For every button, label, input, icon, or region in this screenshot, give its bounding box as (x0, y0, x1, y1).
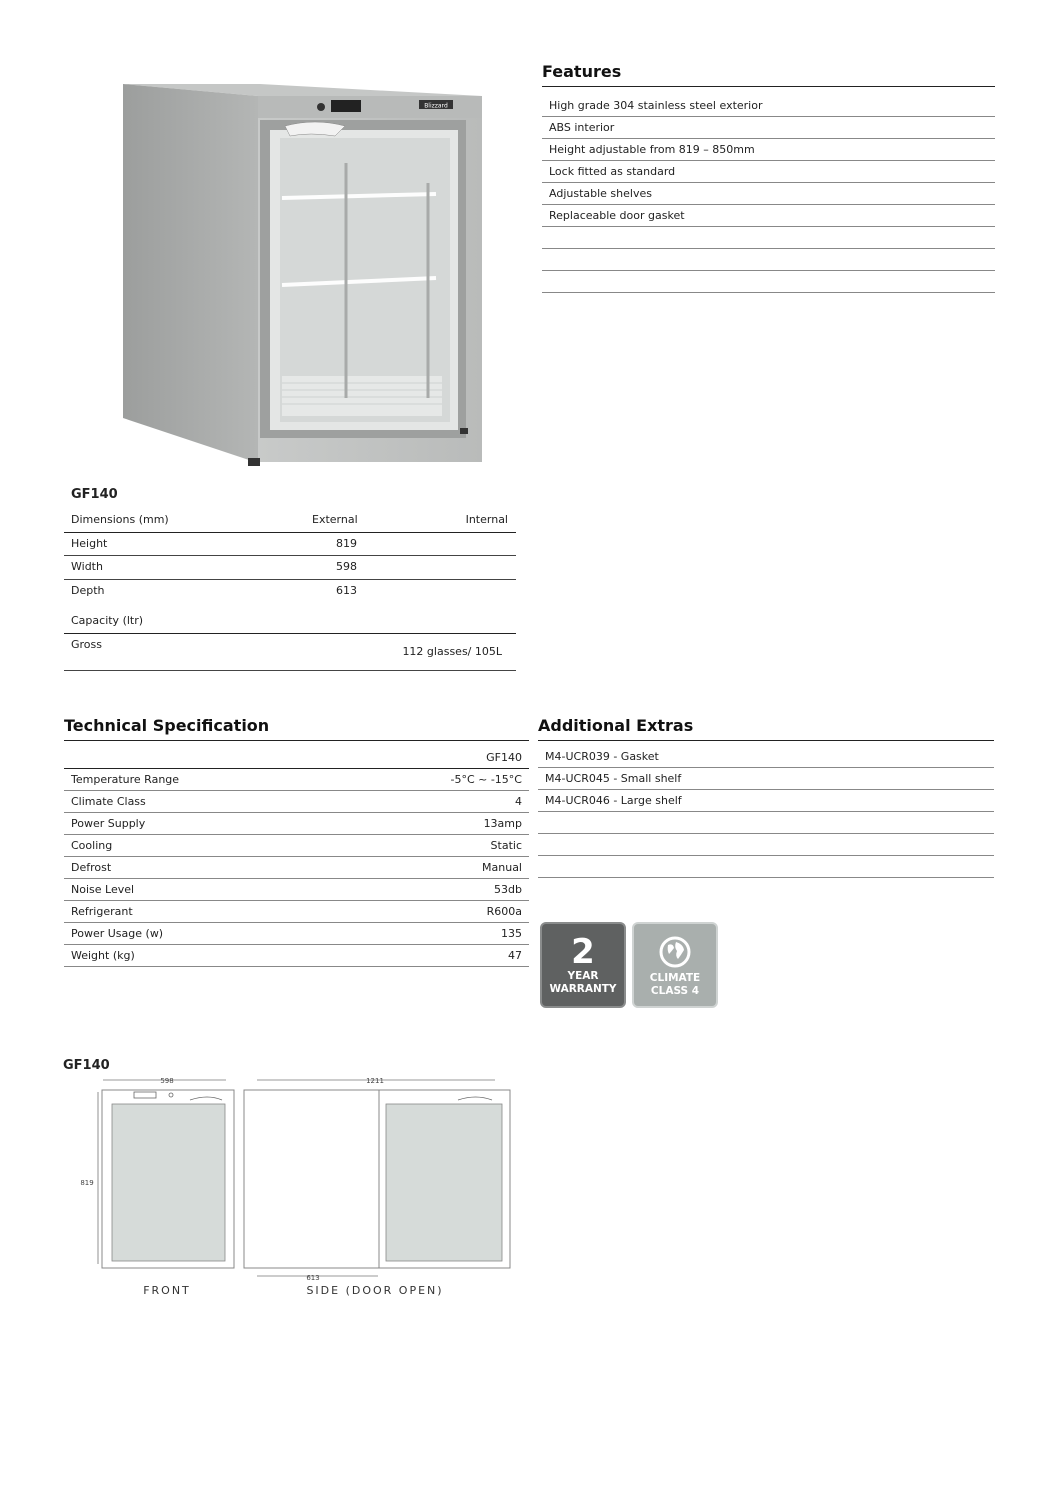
feature-item: High grade 304 stainless steel exterior (542, 95, 995, 117)
extras-section (538, 716, 994, 878)
front-caption: FRONT (143, 1284, 191, 1297)
dimension-row-height (64, 533, 516, 557)
feature-item: Height adjustable from 819 – 850mm (542, 139, 995, 161)
spec-label: Noise Level (71, 883, 135, 896)
dimensions-header-label: Dimensions (mm) (71, 513, 169, 526)
warranty-line1: YEAR (567, 970, 599, 982)
tech-spec-model-header (64, 741, 529, 769)
dimension-external: 598 (336, 560, 357, 573)
capacity-label: Capacity (ltr) (71, 614, 144, 627)
spec-label: Cooling (71, 839, 113, 852)
extra-item (538, 856, 994, 878)
climate-badge (632, 922, 718, 1008)
dimension-label: Depth (71, 583, 105, 597)
spec-value: 47 (508, 949, 522, 962)
extra-item (538, 812, 994, 834)
spec-row (64, 857, 529, 879)
spec-value: -5°C ~ -15°C (450, 773, 522, 786)
feature-item (542, 227, 995, 249)
brand-logo: Blizzard (424, 102, 448, 110)
height-dimension-label: 819 (80, 1179, 94, 1187)
spec-row (64, 879, 529, 901)
dimensions-header (64, 509, 516, 533)
warranty-number: 2 (571, 932, 595, 972)
capacity-header (64, 610, 516, 634)
spec-row (64, 835, 529, 857)
open-width-dimension-label: 1211 (366, 1077, 384, 1085)
depth-dimension-label: 613 (306, 1274, 320, 1282)
dimensions-header-internal: Internal (465, 513, 508, 526)
dimension-external: 613 (336, 583, 357, 597)
drawing-model-title: GF140 (63, 1058, 110, 1073)
dimension-row-width (64, 556, 516, 580)
spec-label: Power Supply (71, 817, 146, 830)
technical-drawing (60, 1072, 530, 1307)
spec-row (64, 945, 529, 967)
spec-value: 13amp (483, 817, 522, 830)
spec-label: Temperature Range (71, 773, 180, 786)
extras-title: Additional Extras (538, 716, 694, 735)
spec-row (64, 791, 529, 813)
extra-item: M4-UCR046 - Large shelf (538, 790, 994, 812)
feature-item: Adjustable shelves (542, 183, 995, 205)
extra-item: M4-UCR039 - Gasket (538, 746, 994, 768)
tech-spec-section (64, 716, 529, 967)
features-title: Features (542, 62, 622, 81)
model-header-label: GF140 (486, 751, 522, 764)
side-caption: SIDE (DOOR OPEN) (306, 1284, 444, 1297)
dimension-external: 819 (336, 536, 357, 550)
dimensions-header-external: External (312, 513, 358, 526)
feature-item (542, 271, 995, 293)
gross-value: 112 glasses/ 105L (402, 644, 502, 658)
climate-line1: CLIMATE (649, 972, 701, 984)
warranty-badge (540, 922, 626, 1008)
spec-value: R600a (486, 905, 522, 918)
spec-row (64, 923, 529, 945)
spec-label: Defrost (71, 861, 112, 874)
features-section (542, 62, 995, 293)
feature-item: Replaceable door gasket (542, 205, 995, 227)
spec-row (64, 813, 529, 835)
globe-icon (659, 936, 691, 968)
spec-label: Climate Class (71, 795, 146, 808)
climate-line2: CLASS 4 (650, 985, 700, 997)
spec-label: Power Usage (w) (71, 927, 164, 940)
gross-label: Gross (71, 637, 102, 651)
dimensions-model: GF140 (71, 487, 118, 502)
side-view (244, 1077, 510, 1297)
capacity-gross-row (64, 634, 516, 671)
spec-value: 53db (494, 883, 522, 896)
front-view (80, 1077, 234, 1297)
features-list (542, 95, 995, 293)
dimension-label: Width (71, 560, 103, 573)
spec-value: Manual (482, 861, 522, 874)
extra-item: M4-UCR045 - Small shelf (538, 768, 994, 790)
extra-item (538, 834, 994, 856)
dimensions-section (64, 487, 516, 671)
dimension-row-depth (64, 580, 516, 603)
spec-row (64, 769, 529, 791)
feature-item (542, 249, 995, 271)
spec-value: Static (490, 839, 522, 852)
feature-item: ABS interior (542, 117, 995, 139)
spec-row (64, 901, 529, 923)
product-image (120, 78, 485, 470)
tech-spec-title: Technical Specification (64, 716, 270, 735)
warranty-line2: WARRANTY (549, 983, 617, 995)
width-dimension-label: 598 (160, 1077, 174, 1085)
spec-label: Refrigerant (71, 905, 133, 918)
spec-value: 4 (515, 795, 522, 808)
feature-item: Lock fitted as standard (542, 161, 995, 183)
spec-value: 135 (501, 927, 522, 940)
dimension-label: Height (71, 536, 108, 550)
spec-label: Weight (kg) (71, 949, 135, 962)
